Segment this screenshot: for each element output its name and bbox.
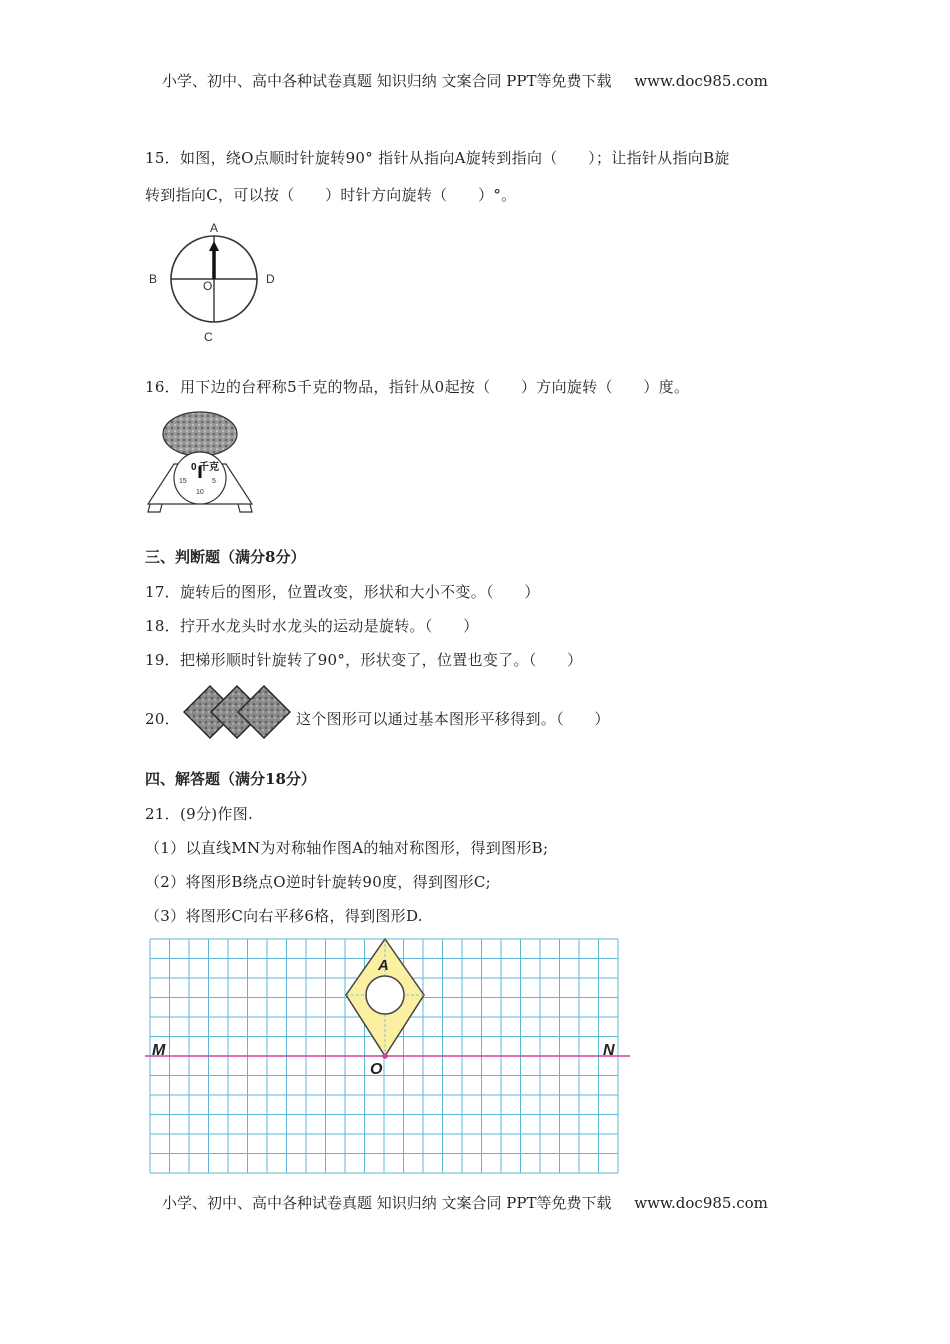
- label-shape-a: A: [378, 957, 389, 974]
- label-m: M: [152, 1042, 166, 1059]
- label-b: B: [149, 272, 158, 286]
- shape-a-hole: [366, 976, 404, 1014]
- q20-diamond-figure: [180, 684, 295, 740]
- section3-title: 三、判断题（满分8分）: [145, 548, 306, 566]
- q16-text: 16．用下边的台秤称5千克的物品，指针从0起按（ ）方向旋转（ ）度。: [145, 378, 690, 396]
- q21-title: 21．(9分)作图.: [145, 805, 254, 823]
- pointer-arrow-icon: [209, 241, 219, 251]
- label-a: A: [210, 221, 219, 235]
- q21-step3: （3）将图形C向右平移6格，得到图形D.: [145, 907, 423, 925]
- svg-text:10: 10: [196, 489, 204, 496]
- q15-line2: 转到指向C，可以按（ ）时针方向旋转（ ）°。: [145, 186, 517, 204]
- q15-dial-figure: [140, 215, 290, 347]
- q17-text: 17．旋转后的图形，位置改变，形状和大小不变。（ ）: [145, 583, 540, 601]
- q20-text: 这个图形可以通过基本图形平移得到。（ ）: [296, 710, 610, 728]
- header-text: 小学、初中、高中各种试卷真题 知识归纳 文案合同 PPT等免费下载: [162, 72, 612, 90]
- footer-text: 小学、初中、高中各种试卷真题 知识归纳 文案合同 PPT等免费下载: [162, 1194, 612, 1212]
- svg-text:0: 0: [191, 462, 197, 473]
- label-n: N: [603, 1042, 615, 1059]
- q15-line1: 15．如图，绕O点顺时针旋转90° 指针从指向A旋转到指向（ ）；让指针从指向B旋: [145, 149, 730, 167]
- svg-text:千克: 千克: [199, 462, 219, 473]
- q16-scale-figure: [140, 408, 270, 518]
- label-d: D: [266, 272, 275, 286]
- page-footer: [162, 1192, 768, 1213]
- q21-step1: （1）以直线MN为对称轴作图A的轴对称图形，得到图形B;: [145, 839, 549, 857]
- footer-url[interactable]: www.doc985.com: [634, 1194, 768, 1212]
- q19-text: 19．把梯形顺时针旋转了90°，形状变了，位置也变了。（ ）: [145, 651, 583, 669]
- scale-plate: [163, 412, 237, 456]
- q21-step2: （2）将图形B绕点O逆时针旋转90度，得到图形C;: [145, 873, 491, 891]
- svg-text:5: 5: [212, 478, 216, 485]
- label-point-o: O: [370, 1061, 383, 1078]
- label-c: C: [204, 330, 213, 344]
- section4-title: 四、解答题（满分18分）: [145, 770, 316, 788]
- point-o: [382, 1053, 388, 1059]
- q18-text: 18．拧开水龙头时水龙头的运动是旋转。（ ）: [145, 617, 479, 635]
- header-url[interactable]: www.doc985.com: [634, 72, 768, 90]
- svg-text:15: 15: [179, 478, 187, 485]
- q21-grid-figure: [140, 930, 635, 1182]
- label-o: O: [203, 279, 213, 293]
- diamond-3: [238, 686, 290, 738]
- page-header: [162, 70, 768, 91]
- q20-num: 20．: [145, 710, 180, 728]
